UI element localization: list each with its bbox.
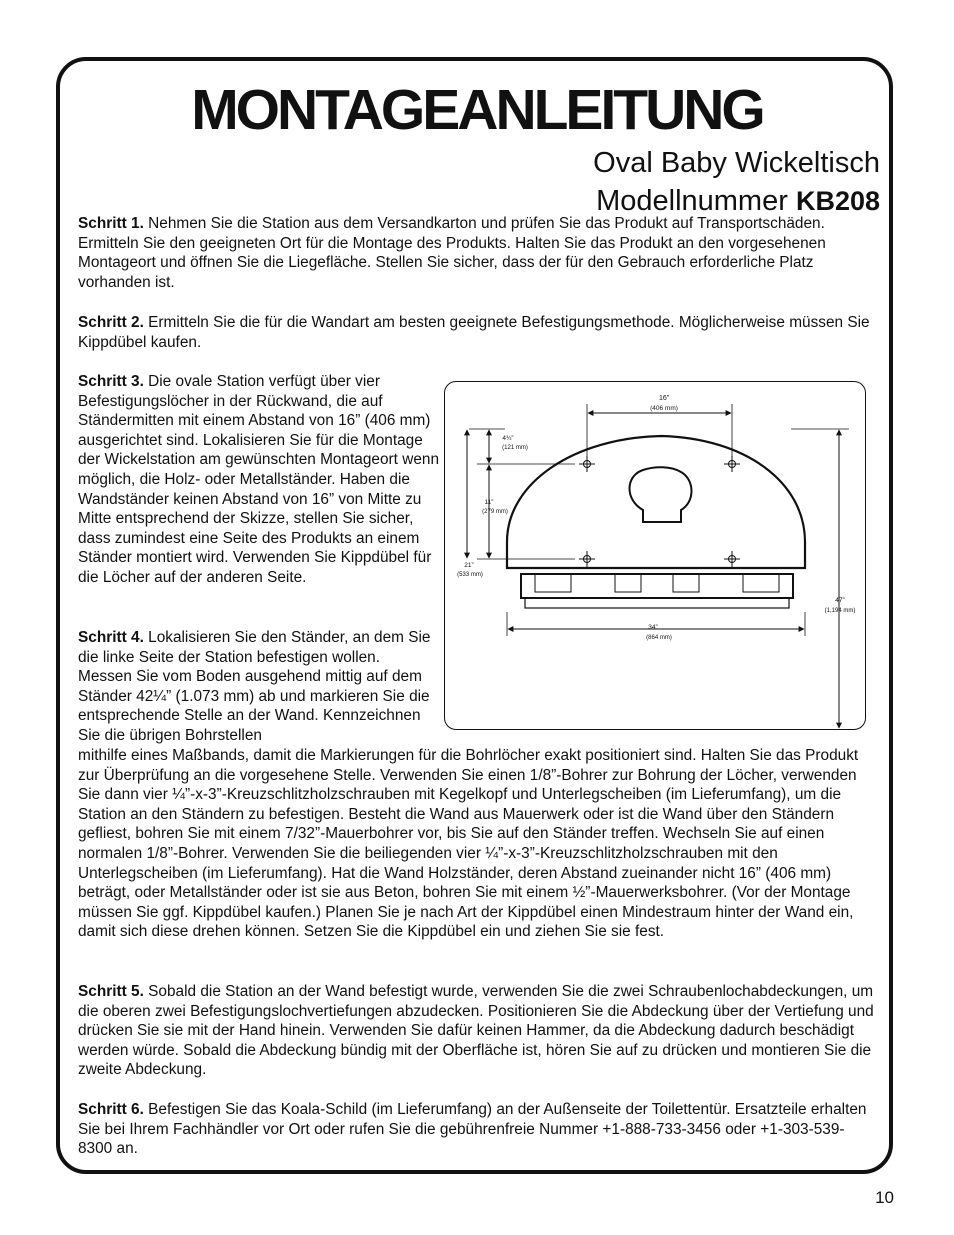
dim-16-in: 16” [658,395,670,402]
step-1-label: Schritt 1. [78,215,144,232]
dim-34-mm: (864 mm) [646,635,672,641]
step-1 [78,214,878,292]
mounting-diagram [444,381,866,730]
step-4-text-narrow: Lokalisieren Sie den Ständer, an dem Sie die linke Seite der Station befestigen wollen. Messen Sie vom Boden ausgehend mittig auf dem Ständer 42¼” (1.073 mm) ab und markieren Sie die entsprechende Stelle an der Wand. Kennzeichnen Sie die übrigen Bohrstellen [78,629,431,744]
dim-21-in: 21” [464,562,474,569]
step-2-text: Ermitteln Sie die für die Wandart am besten geeignete Befestigungsmethode. Möglicherweise müssen Sie Kippdübel kaufen. [78,314,870,351]
changing-station-outline [507,436,805,568]
dim-34-in: 34” [648,624,658,631]
model-line [596,184,880,218]
step-4-text-wide: mithilfe eines Maßbands, damit die Markierungen für die Bohrlöcher exakt positioniert sind. Halten Sie das Produkt zur Überprüfung an die vorgesehene Stelle. Verwenden Sie einen 1/8”-Bohrer zur Bohrung der Löcher, verwenden Sie dann vier ¼”-x-3”-Kreuzschlitzholzschrauben mit Kegelkopf und Unterlegscheiben (im Lieferumfang), um die Station an den Ständern zu befestigen. Besteht die Wand aus Mauerwerk oder ist die Wand über den Ständern gefliest, bohren Sie mit einem 7/32”-Mauerbohrer vor, bis Sie auf den Ständer treffen. Wechseln Sie auf einen normalen 1/8”-Bohrer. Verwenden Sie die beiliegenden vier ¼”-x-3”-Kreuzschlitzholzschrauben mit den Unterlegscheiben (im Lieferumfang). Hat die Wand Holzständer, deren Abstand zueinander nicht 16” (406 mm) beträgt, oder Metallständer oder ist sie aus Beton, bohren Sie mit einem ½”-Mauerwerksbohrer. (Vor der Montage müssen Sie ggf. Kippdübel kaufen.) Planen Sie je nach Art der Kippdübel einen Mindestraum hinter der Wand ein, damit sich diese drehen können. Setzen Sie die Kippdübel ein und ziehen Sie sie fest. [78,747,859,941]
step-6 [78,1100,878,1159]
mounting-holes [579,456,740,567]
tray-slot-3 [673,574,699,592]
dim-4-mm: (121 mm) [502,445,528,451]
tray-slot-2 [615,574,641,592]
step-3-text: Die ovale Station verfügt über vier Befestigungslöcher in der Rückwand, die auf Ständermitten mit einem Abstand von 16” (406 mm) ausgerichtet sind. Lokalisieren Sie für die Montage der Wickelstation am gewünschten Montageort wenn möglich, die Holz- oder Metallständer. Haben die Wandständer keinen Abstand von 16” von Mitte zu Mitte entsprechend der Skizze, stellen Sie sicher, dass zumindest eine Seite des Produkts an einem Ständer montiert wird. Verwenden Sie Kippdübel für die Löcher auf der anderen Seite. [78,373,440,586]
dim-16-mm: (406 mm) [650,405,678,412]
product-name: Oval Baby Wickeltisch [593,147,880,179]
mounting-diagram-drawing [445,382,867,731]
step-1-text: Nehmen Sie die Station aus dem Versandkarton und prüfen Sie das Produkt auf Transportschäden. Ermitteln Sie den geeigneten Ort für die Montage des Produkts. Halten Sie das Produkt an den vorgesehenen Montageort und öffnen Sie die Liegefläche. Stellen Sie sicher, dass der für den Gebrauch erforderliche Platz vorhanden ist. [78,215,826,291]
step-5 [78,982,878,1080]
dim-47-mm: (1,194 mm) [824,608,856,614]
tray-slot-1 [535,574,571,592]
step-4-part-1 [78,628,434,746]
page-number: 10 [875,1188,894,1207]
step-3-label: Schritt 3. [78,373,144,390]
dim-4-in: 4¾” [502,435,514,442]
model-label: Modellnummer [596,185,788,217]
dim-21-mm: (533 mm) [457,572,483,578]
model-number: KB208 [795,186,880,216]
base-plinth [525,598,789,608]
step-6-label: Schritt 6. [78,1101,144,1118]
step-2-label: Schritt 2. [78,314,144,331]
step-5-label: Schritt 5. [78,983,144,1000]
step-4-label: Schritt 4. [78,629,144,646]
step-3 [78,372,440,588]
step-2 [78,313,878,352]
step-6-text: Befestigen Sie das Koala-Schild (im Lieferumfang) an der Außenseite der Toilettentür. Ersatzteile erhalten Sie bei Ihrem Fachhändler vor Ort oder rufen Sie die gebührenfreie Nummer +1-888-733-3456 oder +1-303-539-8300 an. [78,1101,867,1158]
dim-11-mm: (279 mm) [482,509,508,515]
page-title: MONTAGEANLEITUNG [191,78,763,142]
step-4-part-2 [78,746,878,942]
dim-11-in: 11” [484,499,494,506]
base-tray [521,574,793,598]
tray-slot-4 [743,574,779,592]
center-cutout [630,467,692,522]
dim-47-in: 47” [835,597,845,604]
step-5-text: Sobald die Station an der Wand befestigt wurde, verwenden Sie die zwei Schraubenlochabdeckungen, um die oberen zwei Befestigungslochvertiefungen abzudecken. Positionieren Sie die Abdeckung über der Vertiefung und drücken Sie sie mit der Hand hinein. Verwenden Sie dafür keinen Hammer, da die Abdeckung dadurch beschädigt werden würde. Sobald die Abdeckung bündig mit der Oberfläche ist, hören Sie auf zu drücken und montieren Sie die zweite Abdeckung. [78,983,874,1079]
